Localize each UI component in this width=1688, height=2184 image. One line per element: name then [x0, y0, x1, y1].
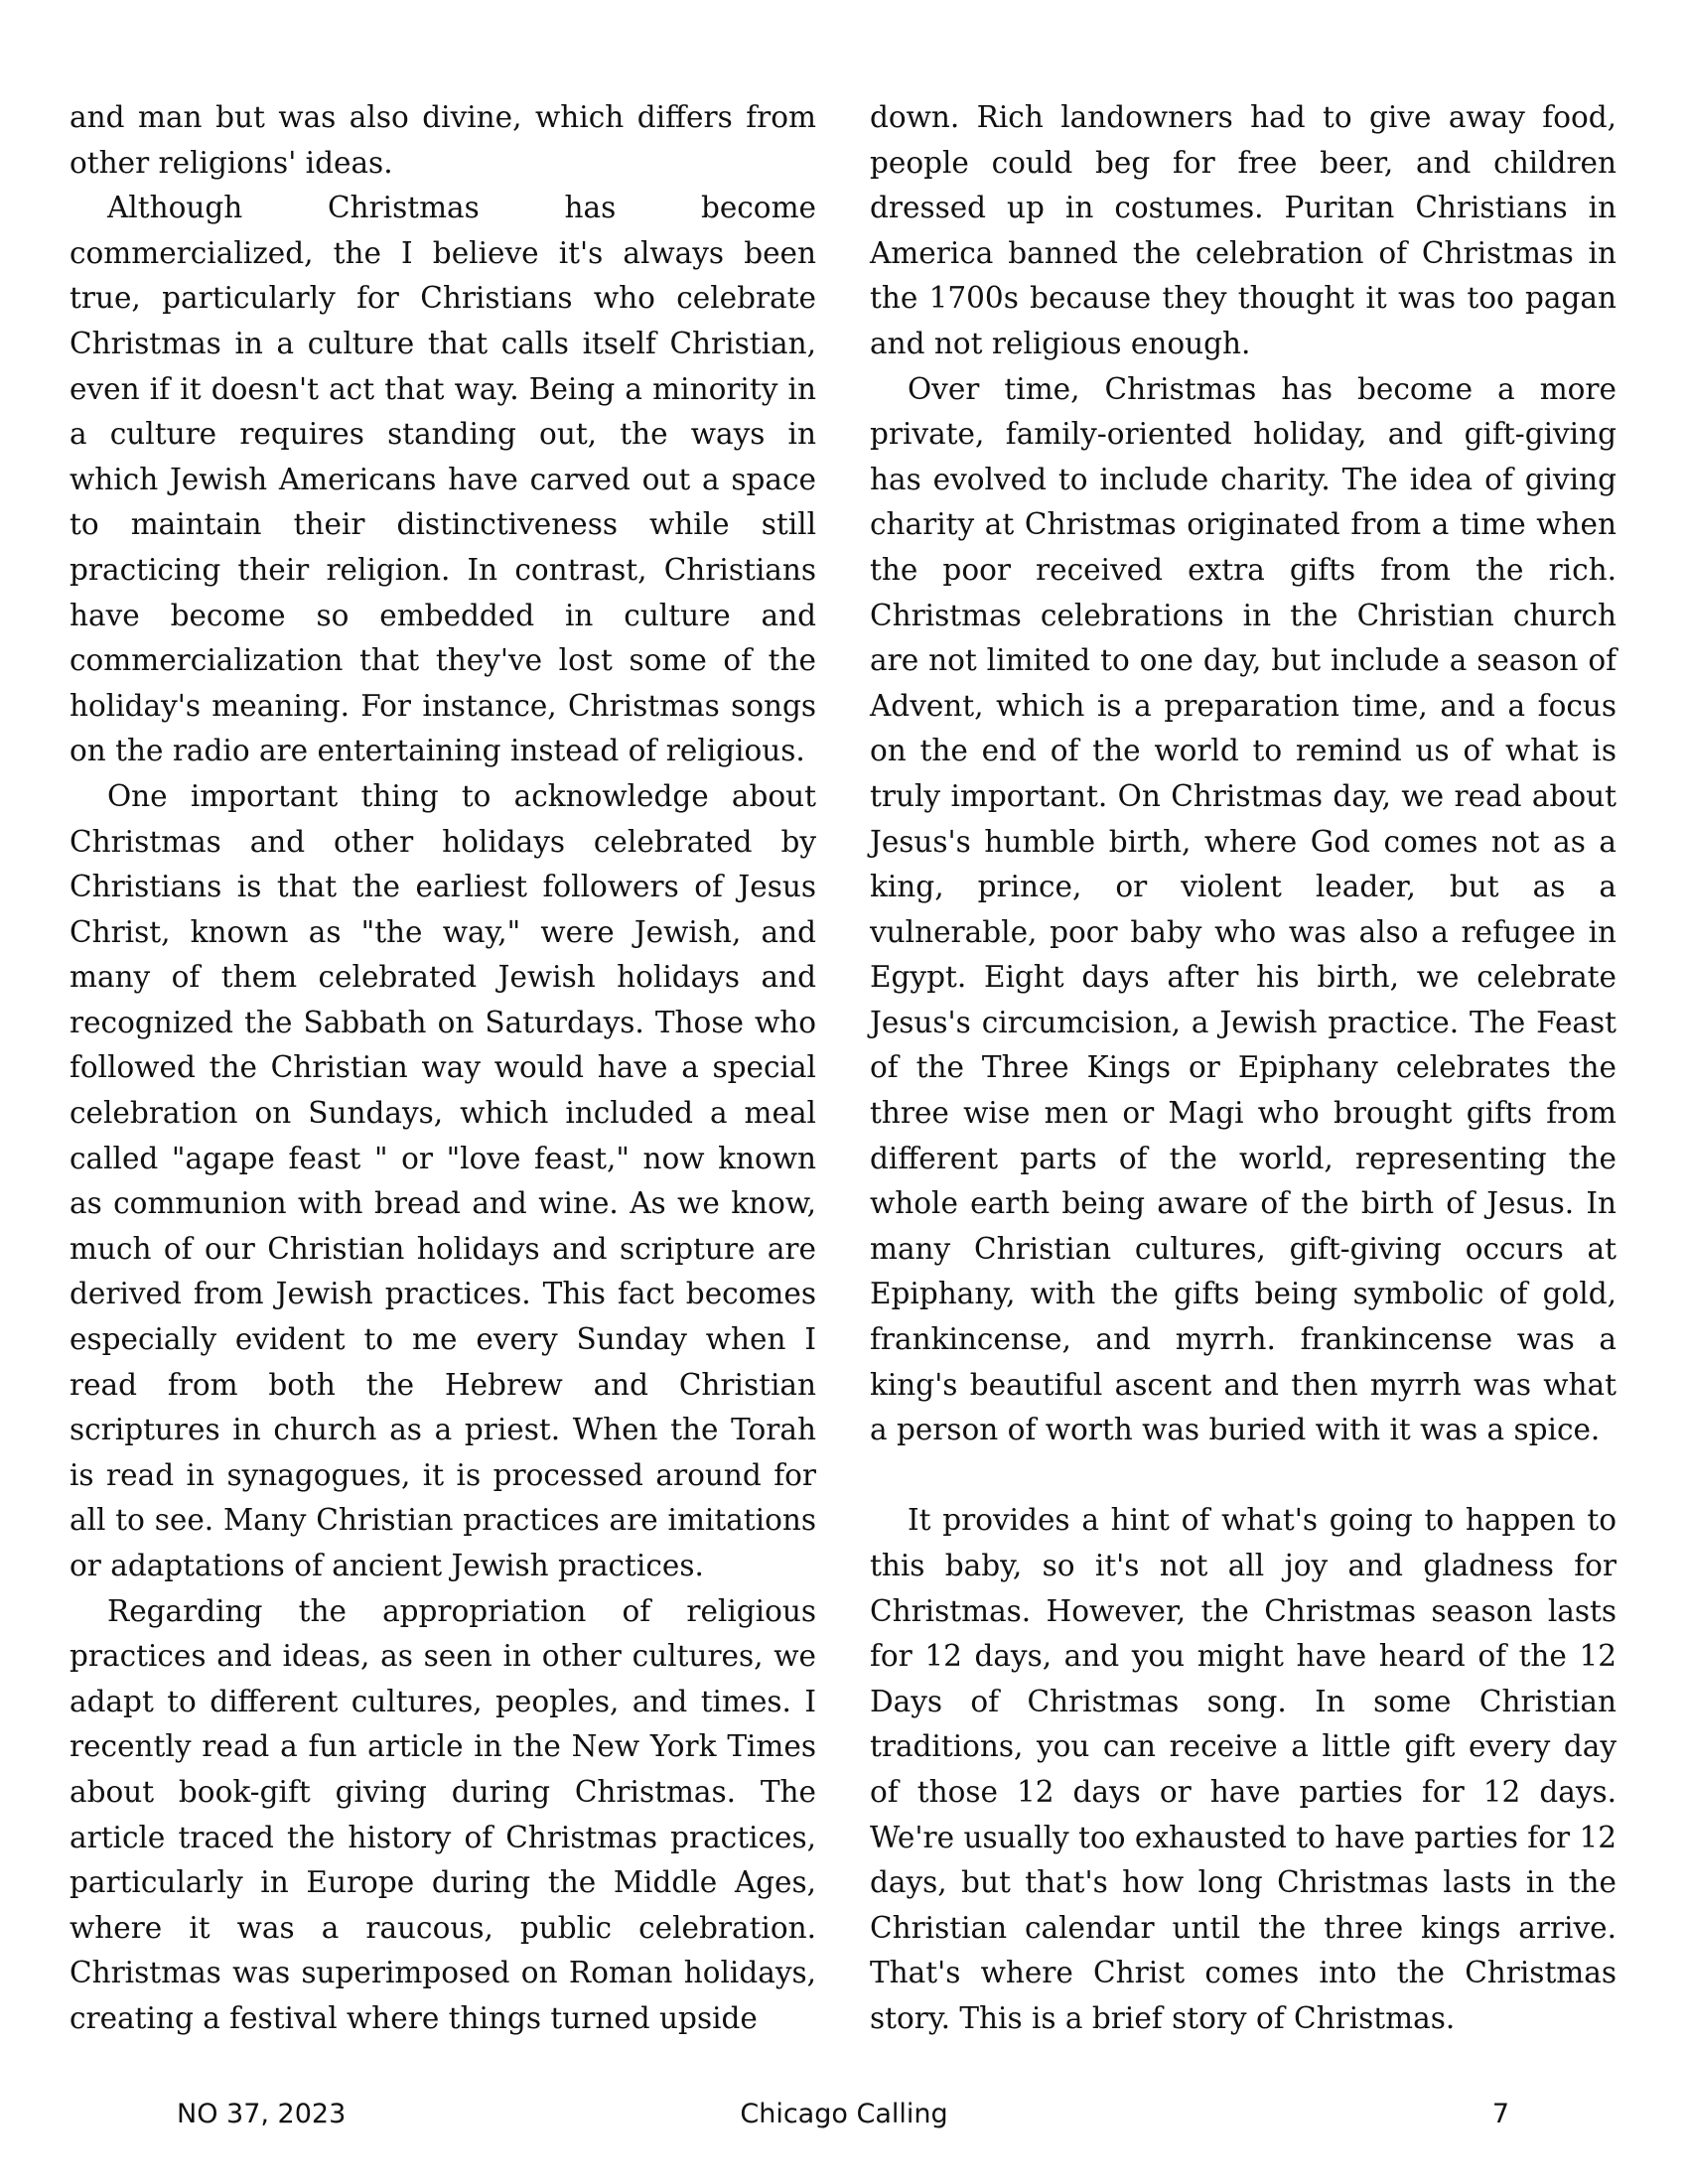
- issue-label: NO 37, 2023: [177, 2099, 347, 2129]
- paragraph-middle-ages-continuation: down. Rich landowners had to give away food, people could beg for free beer, and children dressed up in costumes. Puritan Christians in America banned the celebration of Christmas in the 1700s because they thought it was too pagan and not religious enough.: [870, 100, 1617, 360]
- right-column: [870, 95, 1617, 2042]
- paragraph-twelve-days: It provides a hint of what's going to happen to this baby, so it's not all joy and gladness for Christmas. However, the Christmas season lasts for 12 days, and you might have heard of the 12 Days of Christmas song. In some Christian traditions, you can receive a little gift every day of those 12 days or have parties for 12 days. We're usually too exhausted to have parties for 12 days, but that's how long Christmas lasts in the Christian calendar until the three kings arrive. That's where Christ comes into the Christmas story. This is a brief story of Christmas.: [870, 1503, 1617, 2035]
- page-footer: [0, 2099, 1688, 2138]
- left-column: [70, 95, 816, 2042]
- publication-title: Chicago Calling: [740, 2099, 948, 2129]
- paragraph-commercialization: Although Christmas has become commercialized, the I believe it's always been true, particularly for Christians who celebrate Christmas in a culture that calls itself Christian, even if it doesn't act that way. Being a minority in a culture requires standing out, the ways in which Jewish Americans have carved out a space to maintain their distinctiveness while still practicing their religion. In contrast, Christians have become so embedded in culture and commercialization that they've lost some of the holiday's meaning. For instance, Christmas songs on the radio are entertaining instead of religious.: [70, 191, 816, 768]
- paragraph-jewish-roots: One important thing to acknowledge about Christmas and other holidays celebrated by Christians is that the earliest followers of Jesus Christ, known as "the way," were Jewish, and many of them celebrated Jewish holidays and recognized the Sabbath on Saturdays. Those who followed the Christian way would have a special celebration on Sundays, which included a meal called "agape feast " or "love feast," now known as communion with bread and wine. As we know, much of our Christian holidays and scripture are derived from Jewish practices. This fact becomes especially evident to me every Sunday when I read from both the Hebrew and Christian scriptures in church as a priest. When the Torah is read in synagogues, it is processed around for all to see. Many Christian practices are imitations or adaptations of ancient Jewish practices.: [70, 778, 816, 1582]
- paragraph-family-holiday: Over time, Christmas has become a more private, family-oriented holiday, and gift-giving has evolved to include charity. The idea of giving charity at Christmas originated from a time when the poor received extra gifts from the rich. Christmas celebrations in the Christian church are not limited to one day, but include a season of Advent, which is a preparation time, and a focus on the end of the world to remind us of what is truly important. On Christmas day, we read about Jesus's humble birth, where God comes not as a king, prince, or violent leader, but as a vulnerable, poor baby who was also a refugee in Egypt. Eight days after his birth, we celebrate Jesus's circumcision, a Jewish practice. The Feast of the Three Kings or Epiphany celebrates the three wise men or Magi who brought gifts from different parts of the world, representing the whole earth being aware of the birth of Jesus. In many Christian cultures, gift-giving occurs at Epiphany, with the gifts being symbolic of gold, frankincense, and myrrh. frankincense was a king's beautiful ascent and then myrrh was what a person of worth was buried with it was a spice.: [870, 371, 1617, 1447]
- page-number: 7: [1491, 2099, 1509, 2129]
- paragraph-appropriation: Regarding the appropriation of religious practices and ideas, as seen in other cultures, we adapt to different cultures, peoples, and times. I recently read a fun article in the New York Times about book-gift giving during Christmas. The article traced the history of Christmas practices, particularly in Europe during the Middle Ages, where it was a raucous, public celebration. Christmas was superimposed on Roman holidays, creating a festival where things turned upside: [70, 1593, 816, 2035]
- paragraph-continuation: and man but was also divine, which differs from other religions' ideas.: [70, 100, 816, 180]
